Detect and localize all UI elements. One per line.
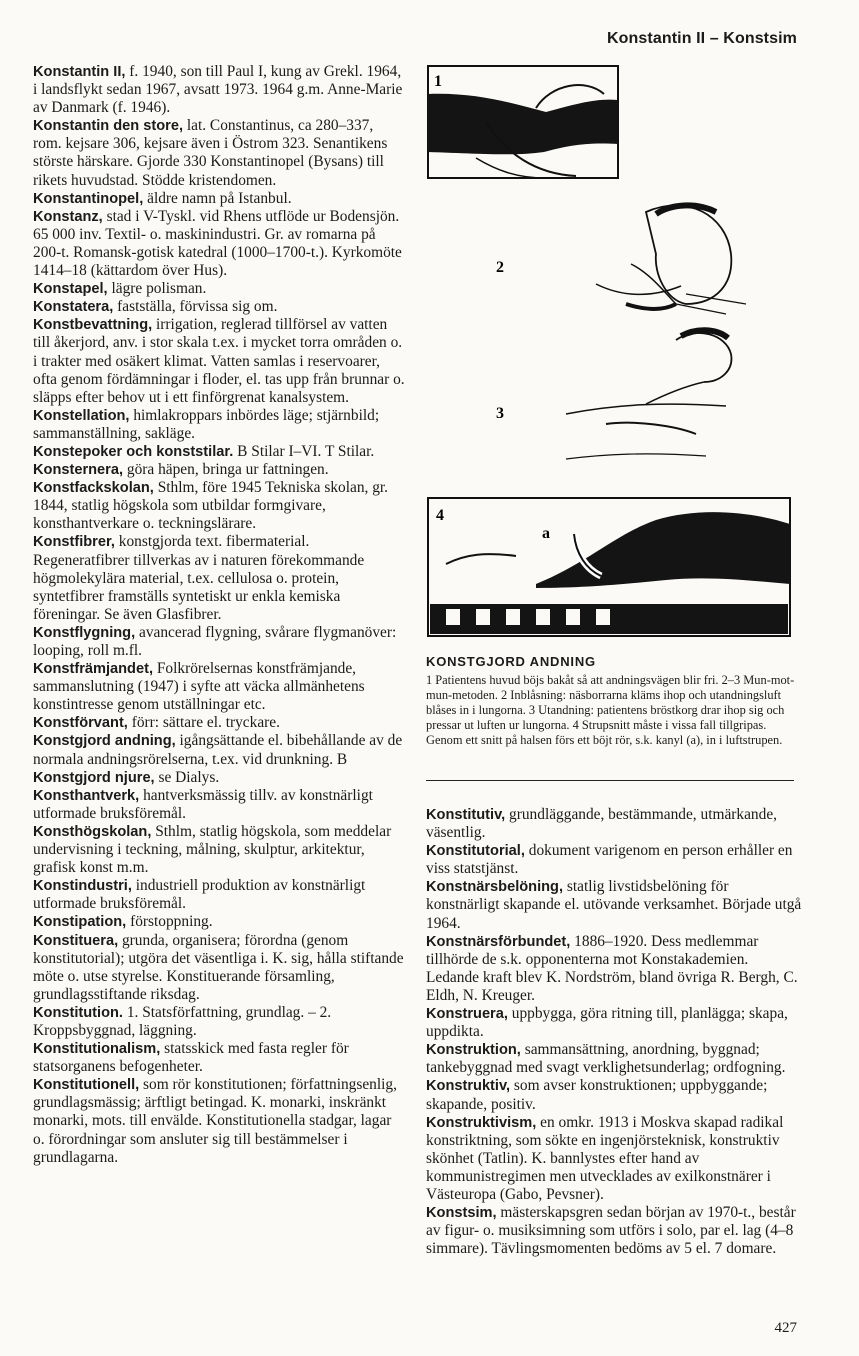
dictionary-entry <box>426 1041 804 1077</box>
headword: Konstfibrer, <box>33 534 115 551</box>
headword: Konstruktion, <box>426 1042 521 1059</box>
dictionary-entry <box>33 913 405 931</box>
dictionary-entry <box>33 117 405 189</box>
definition: konstgjorda text. fibermaterial. Regeneratfibrer tillverkas av i naturen förekommande högmolekylära material, t.ex. cellulosa o. protein, syntetfibrer framställs syntetiskt ur enkla kemiska föreningar. Se även Glasfibrer. <box>33 533 365 623</box>
panel-label-4: 4 <box>436 507 444 524</box>
definition: Sthlm, före 1945 Tekniska skolan, gr. 1844, statlig högskola som utbildar formgivare, konsthantverkare o. teckningslärare. <box>33 479 389 533</box>
dictionary-entry <box>33 190 405 208</box>
headword: Konstitutionalism, <box>33 1041 161 1058</box>
definition: se Dialys. <box>154 768 220 786</box>
definition: f. 1940, son till Paul I, kung av Grekl. 1964, i landsflykt sedan 1967, avsatt 1973. 1964 g.m. Anne-Marie av Danmark (f. 1946). <box>33 63 403 117</box>
definition: grundläggande, bestämmande, utmärkande, väsentlig. <box>426 806 777 842</box>
dictionary-entry <box>33 1040 405 1076</box>
artificial-respiration-illustration <box>426 64 792 640</box>
definition: statlig livstidsbelöning för konstnärligt skapande el. utövande verksamhet. Började utgå 1964. <box>426 878 802 932</box>
definition: 1886–1920. Dess medlemmar tillhörde de s.k. opponenterna mot Konstakademien. Ledande kraft blev K. Nordström, bland övriga R. Bergh, C. Eldh, N. Kreuger. <box>426 932 798 1004</box>
definition: uppbygga, göra ritning till, planlägga; skapa, uppdikta. <box>426 1005 788 1041</box>
dictionary-entry <box>426 1077 804 1113</box>
definition: lat. Constantinus, ca 280–337, rom. kejsare 306, kejsare även i Östrom 323. Senantikens störste härskare. Gjorde 330 Konstantinopel (Bysans) till rikets huvudstad. Stödde kristendomen. <box>33 117 388 189</box>
definition: Sthlm, statlig högskola, som meddelar undervisning i teckning, målning, skulptur, arkitektur, grafisk konst m.m. <box>33 822 392 877</box>
headword: Konstipation, <box>33 914 127 931</box>
headword: Konstitution. <box>33 1004 123 1021</box>
headword: Konstituera, <box>33 932 119 949</box>
dictionary-entry <box>33 877 405 913</box>
dictionary-entry <box>33 823 405 877</box>
headword: Konsternera, <box>33 462 124 479</box>
headword: Konstnärsförbundet, <box>426 933 571 950</box>
dictionary-entry <box>33 732 405 768</box>
dictionary-entry <box>33 407 405 443</box>
panel-label-2: 2 <box>496 259 504 276</box>
dictionary-entry <box>33 1076 405 1166</box>
headword: Konstfackskolan, <box>33 480 154 497</box>
dictionary-entry <box>426 933 804 1005</box>
dictionary-entry <box>33 461 405 479</box>
dictionary-entry <box>33 63 405 117</box>
caption-title: KONSTGJORD ANDNING <box>426 654 596 669</box>
headword: Konstanz, <box>33 208 103 225</box>
definition: statsskick med fasta regler för statsorganens befogenheter. <box>33 1040 349 1076</box>
dictionary-entry <box>33 787 405 823</box>
headword: Konstnärsbelöning, <box>426 879 564 896</box>
headword: Konstitutionell, <box>33 1077 140 1094</box>
caption-divider <box>426 780 794 781</box>
right-column <box>426 806 804 1258</box>
headword: Konstindustri, <box>33 878 132 895</box>
dictionary-entry <box>426 1005 804 1041</box>
dictionary-entry <box>33 479 405 533</box>
headword: Konstförvant, <box>33 715 128 732</box>
definition: förr: sättare el. tryckare. <box>127 714 280 732</box>
headword: Konsthögskolan, <box>33 823 152 840</box>
definition: Folkrörelsernas konstfrämjande, sammanslutning (1947) i syfte att väcka allmänhetens konstintresse genom utställningar etc. <box>33 660 365 714</box>
headword: Konstruktivism, <box>426 1114 537 1131</box>
headword: Konstatera, <box>33 299 114 316</box>
definition: 1. Statsförfattning, grundlag. – 2. Kroppsbyggnad, läggning. <box>33 1003 332 1039</box>
definition: dokument varigenom en person erhåller en viss statstjänst. <box>426 842 793 878</box>
dictionary-entry <box>33 932 405 1004</box>
headword: Konstitutorial, <box>426 843 525 860</box>
definition: B Stilar I–VI. T Stilar. <box>233 442 375 460</box>
dictionary-entry <box>33 280 405 298</box>
headword: Konstruktiv, <box>426 1078 511 1095</box>
definition: grunda, organisera; förordna (genom konstitutorial); utgöra det väsentliga i. K. sig, hålla stiftande möte o. utse styrelse. Konstituerande församling, grundlagsstiftande riksdag. <box>33 931 404 1003</box>
dictionary-entry <box>33 533 405 623</box>
definition: irrigation, reglerad tillförsel av vatten till åkerjord, anv. i stor skala t.ex. i mycket torra områden o. i trakter med osäkert klimat. Vatten samlas i reservoarer, ofta genom fördämningar i floder, el. tas upp från brunnar o. släpps efter behov ut i ett finförgrenat kanalsystem. <box>33 316 405 406</box>
panel-label-3: 3 <box>496 405 504 422</box>
running-head: Konstantin II – Konstsim <box>607 30 797 47</box>
definition: äldre namn på Istanbul. <box>143 189 292 207</box>
figure-panel-3 <box>496 330 731 459</box>
definition: som rör konstitutionen; författningsenlig, grundlagsmässig; ärftligt betingad. K. monarki, inskränkt monarki, mots. till envälde. Konstitutionella stadgar, lagar o. förordningar som ansluter sig till bestämmelser i grundlagarna. <box>33 1076 397 1166</box>
dictionary-entry <box>426 806 804 842</box>
definition: igångsättande el. bibehållande av de normala andningsrörelserna, t.ex. vid drunkning. B <box>33 732 403 768</box>
dictionary-entry <box>426 1114 804 1204</box>
figure-panel-1 <box>428 66 618 178</box>
definition: industriell produktion av konstnärligt utformade bruksföremål. <box>33 877 366 913</box>
headword: Konstellation, <box>33 407 130 424</box>
headword: Konstgjord andning, <box>33 733 176 750</box>
dictionary-entry <box>426 878 804 932</box>
definition: sammansättning, anordning, byggnad; tankebyggnad med svagt verklighetsunderlag; ordfogning. <box>426 1041 786 1077</box>
headword: Konstflygning, <box>33 624 136 641</box>
headword: Konstsim, <box>426 1205 497 1222</box>
headword: Konstgjord njure, <box>33 769 155 786</box>
panel-label-1: 1 <box>434 73 442 90</box>
definition: fastställa, förvissa sig om. <box>113 298 278 316</box>
headword: Konstantinopel, <box>33 190 144 207</box>
figure-caption <box>426 654 798 748</box>
dictionary-entry <box>33 660 405 714</box>
definition: en omkr. 1913 i Moskva skapad radikal konstriktning, som sökte en ingenjörsteknisk, konstruktiv skönhet (Tatlin). K. bannlystes efter hand av kommunistregimen men utvecklades av exilkonstnärer i Västeuropa (Gabo, Pevsner). <box>426 1113 784 1203</box>
definition: avancerad flygning, svårare flygmanöver: looping, roll m.fl. <box>33 623 397 659</box>
dictionary-entry <box>426 1204 804 1258</box>
figure-panel-4 <box>428 498 790 636</box>
definition: hantverksmässig tillv. av konstnärligt utformade bruksföremål. <box>33 786 373 822</box>
headword: Konsthantverk, <box>33 787 140 804</box>
definition: göra häpen, bringa ur fattningen. <box>123 461 329 479</box>
dictionary-entry <box>426 842 804 878</box>
page-number: 427 <box>774 1320 797 1336</box>
headword: Konstepoker och konststilar. <box>33 443 234 460</box>
dictionary-entry <box>33 624 405 660</box>
headword: Konstfrämjandet, <box>33 661 154 678</box>
cannula-label: a <box>542 525 550 542</box>
headword: Konstruera, <box>426 1006 508 1023</box>
definition: lägre polisman. <box>107 280 207 298</box>
left-column <box>33 63 405 1167</box>
headword: Konstapel, <box>33 281 108 298</box>
definition: mästerskapsgren sedan början av 1970-t., består av figur- o. musiksimning som utförs i solo, par el. lag (4–8 simmare). Tävlingsmomenten bedöms av 5 el. 7 domare. <box>426 1204 796 1258</box>
definition: som avser konstruktionen; uppbyggande; skapande, positiv. <box>426 1077 768 1113</box>
headword: Konstantin II, <box>33 64 126 80</box>
headword: Konstantin den store, <box>33 118 183 135</box>
headword: Konstbevattning, <box>33 317 153 334</box>
dictionary-entry <box>33 316 405 406</box>
definition: förstoppning. <box>126 913 213 931</box>
dictionary-entry <box>33 443 405 461</box>
figure-panel-2 <box>496 205 746 314</box>
dictionary-entry <box>33 769 405 787</box>
dictionary-entry <box>33 298 405 316</box>
definition: stad i V-Tyskl. vid Rhens utflöde ur Bodensjön. 65 000 inv. Textil- o. maskinindustri. Gr. av romarna på 200-t. Romansk-gotisk katedral (1000–1700-t.). Kyrkomöte 1414–18 (kättardom över Hus). <box>33 207 402 280</box>
dictionary-entry <box>33 714 405 732</box>
dictionary-entry <box>33 208 405 280</box>
headword: Konstitutiv, <box>426 807 506 823</box>
dictionary-entry <box>33 1004 405 1040</box>
definition: himlakroppars inbördes läge; stjärnbild; sammanställning, sakläge. <box>33 406 380 442</box>
caption-text: 1 Patientens huvud böjs bakåt så att andningsvägen blir fri. 2–3 Mun-mot-mun-metoden. 2 Inblåsning: näsborrarna kläms ihop och utandningsluft blåses in i lungorna. 3 Utandning: patientens bröstkorg drar ihop sig och pressar ut luften ur lungorna. 4 Strupsnitt måste i vissa fall tillgripas. Genom ett snitt på halsen förs ett böjt rör, s.k. kanyl (a), in i luftstrupen. <box>426 673 795 747</box>
